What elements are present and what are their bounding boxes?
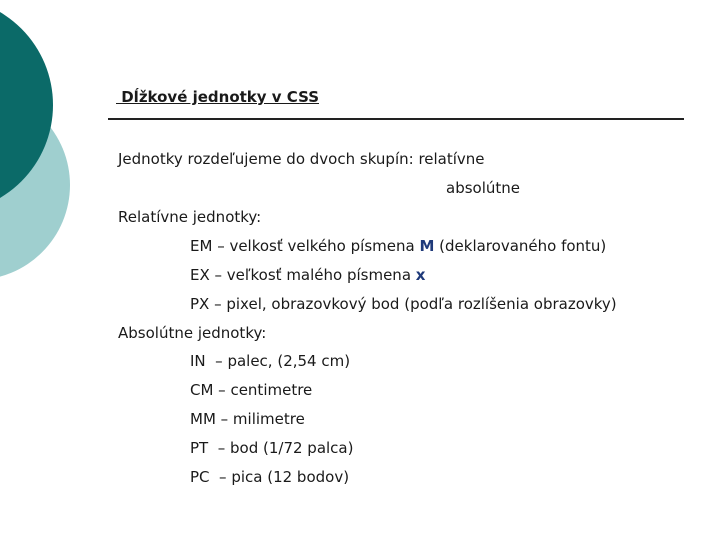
slide-title: Dĺžkové jednotky v CSS bbox=[116, 88, 319, 106]
intro-text-second: absolútne bbox=[446, 179, 520, 197]
title-divider bbox=[108, 118, 684, 120]
absolute-item-mm: MM – milimetre bbox=[190, 410, 305, 428]
relative-item-px: PX – pixel, obrazovkový bod (podľa rozlíšenia obrazovky) bbox=[190, 295, 617, 313]
absolute-item-cm: CM – centimetre bbox=[190, 381, 313, 399]
ex-letter: x bbox=[415, 266, 426, 284]
relative-item-ex bbox=[190, 266, 425, 284]
intro-text: Jednotky rozdeľujeme do dvoch skupín: relatívne bbox=[118, 150, 485, 168]
decorative-circles bbox=[0, 0, 110, 300]
absolute-item-pc: PC – pica (12 bodov) bbox=[190, 468, 350, 486]
absolute-item-pt: PT – bod (1/72 palca) bbox=[190, 439, 354, 457]
relative-item-em bbox=[190, 237, 606, 255]
relative-item-ex-text: EX – veľkosť malého písmena bbox=[190, 266, 416, 284]
absolute-item-in: IN – palec, (2,54 cm) bbox=[190, 352, 351, 370]
em-letter: M bbox=[419, 237, 435, 255]
relative-item-em-suffix: (deklarovaného fontu) bbox=[434, 237, 607, 255]
relative-heading: Relatívne jednotky: bbox=[118, 208, 262, 226]
absolute-heading: Absolútne jednotky: bbox=[118, 324, 267, 342]
relative-item-em-text: EM – velkosť velkého písmena bbox=[190, 237, 420, 255]
